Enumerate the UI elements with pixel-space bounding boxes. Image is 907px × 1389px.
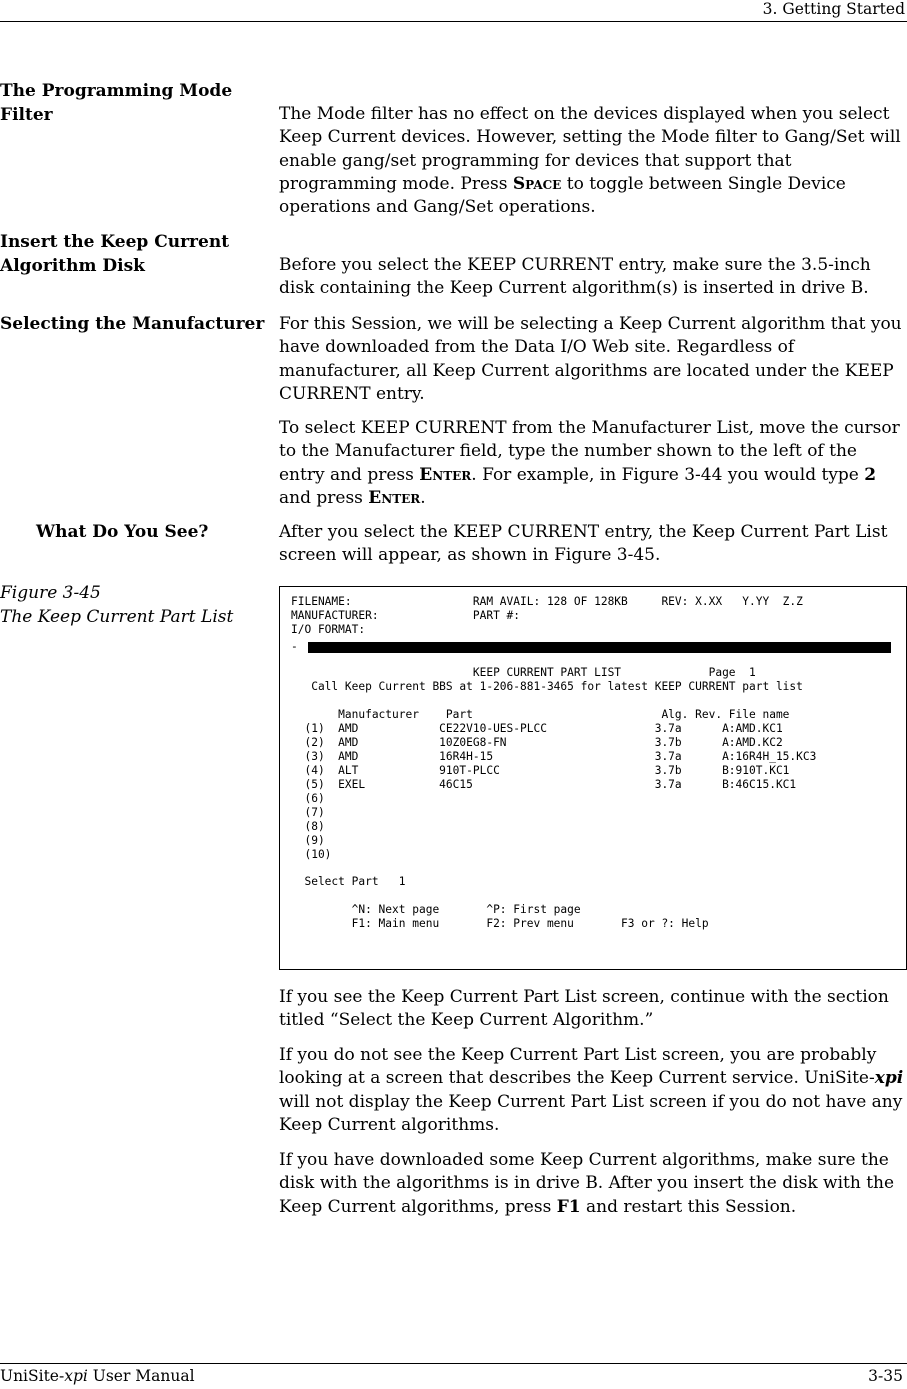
heading-line: Insert the Keep Current xyxy=(0,232,230,252)
paragraph-after-1 xyxy=(279,986,904,1033)
screen-columns-header: Manufacturer Part Alg. Rev. File name xyxy=(291,708,790,721)
heading-line: The Programming Mode xyxy=(0,81,233,101)
heading-select-manufacturer: Selecting the Manufacturer xyxy=(0,314,265,334)
product-suffix: xpi xyxy=(874,1068,904,1089)
footer-rule xyxy=(0,1363,907,1364)
paragraph-select-manufacturer-2 xyxy=(279,417,904,510)
screen-filename-line: FILENAME: RAM AVAIL: 128 OF 128KB REV: X.XX Y.YY Z.Z xyxy=(291,595,803,608)
number-2: 2 xyxy=(864,464,877,485)
figure-title: The Keep Current Part List xyxy=(0,606,234,627)
figure-label: Figure 3-45 xyxy=(0,583,101,603)
screen-row: (10) xyxy=(291,848,332,861)
footer-italic: xpi xyxy=(64,1367,88,1385)
heading-mode-filter xyxy=(0,80,270,127)
text: Before you select the KEEP CURRENT entry, make sure the 3.5-inch disk containing the Keep Current algorithm(s) is inserted in drive B. xyxy=(279,255,871,299)
paragraph-what-do-you-see xyxy=(279,521,904,568)
text: If you have downloaded some Keep Current algorithms, make sure the disk with the algorithms is in drive B. After you insert the disk with the Keep Current algorithms, press xyxy=(279,1150,895,1217)
screen-dash: - xyxy=(291,640,298,653)
page-number: 3-35 xyxy=(868,1367,903,1385)
screen-row: (5) EXEL 46C15 3.7a B:46C15.KC1 xyxy=(291,778,797,791)
text: The Mode filter has no effect on the devices displayed when you select Keep Current devices. However, setting the Mode filter to Gang/Set will enable gang/set programming for devices that support that programming mode. Press xyxy=(279,104,901,194)
heading-what-do-you-see: What Do You See? xyxy=(36,522,209,542)
text: If you do not see the Keep Current Part List screen, you are probably looking at a screen that describes the Keep Current service. UniSite- xyxy=(279,1045,877,1089)
heading-line: Algorithm Disk xyxy=(0,255,145,276)
screen-manufacturer-line: MANUFACTURER: PART #: xyxy=(291,609,521,622)
footer-title xyxy=(0,1367,195,1385)
text: . For example, in Figure 3-44 you would type xyxy=(471,464,865,485)
screen-keys-line-2: F1: Main menu F2: Prev menu F3 or ?: Help xyxy=(291,917,709,930)
screen-io-format-line: I/O FORMAT: xyxy=(291,623,366,636)
screen-row: (9) xyxy=(291,834,325,847)
screen-highlight-bar xyxy=(308,642,891,653)
screen-row: (8) xyxy=(291,820,325,833)
text: To select KEEP CURRENT from the Manufacturer List, move the cursor to the Manufacturer field, type the number shown to the left of the entry and press xyxy=(279,418,900,485)
text: For this Session, we will be selecting a Keep Current algorithm that you have downloaded from the Data I/O Web site. Regardless of manufacturer, all Keep Current algorithms are located under the KEEP CURRENT entry. xyxy=(279,314,902,404)
screen-row: (2) AMD 10Z0EG8-FN 3.7b A:AMD.KC2 xyxy=(291,736,783,749)
running-head: 3. Getting Started xyxy=(762,0,905,18)
text: and restart this Session. xyxy=(580,1196,797,1217)
footer-prefix: UniSite- xyxy=(0,1367,65,1385)
screen-title-line: KEEP CURRENT PART LIST Page 1 xyxy=(291,666,756,679)
screen-keys-line-1: ^N: Next page ^P: First page xyxy=(291,903,581,916)
figure-caption xyxy=(0,582,270,629)
text: will not display the Keep Current Part List screen if you do not have any Keep Current algorithms. xyxy=(279,1091,903,1135)
screen-row: (7) xyxy=(291,806,325,819)
key-enter: Enter xyxy=(368,487,421,508)
text: . xyxy=(420,487,426,508)
text: After you select the KEEP CURRENT entry, the Keep Current Part List screen will appear, as shown in Figure 3-45. xyxy=(279,522,888,566)
screen-select-part-line: Select Part 1 xyxy=(291,875,406,888)
paragraph-insert-disk xyxy=(279,254,904,301)
keep-current-part-list-screen xyxy=(279,586,907,970)
screen-row: (1) AMD CE22V10-UES-PLCC 3.7a A:AMD.KC1 xyxy=(291,722,783,735)
paragraph-mode-filter xyxy=(279,103,904,219)
text: and press xyxy=(279,487,369,508)
key-enter: Enter xyxy=(419,464,472,485)
paragraph-after-2 xyxy=(279,1044,904,1137)
screen-row: (4) ALT 910T-PLCC 3.7b B:910T.KC1 xyxy=(291,764,790,777)
footer-suffix: User Manual xyxy=(87,1367,195,1385)
screen-row: (3) AMD 16R4H-15 3.7a A:16R4H_15.KC3 xyxy=(291,750,817,763)
header-rule xyxy=(0,21,907,22)
heading-insert-disk xyxy=(0,231,270,278)
text: If you see the Keep Current Part List screen, continue with the section titled “Select the Keep Current Algorithm.” xyxy=(279,987,889,1031)
screen-row: (6) xyxy=(291,792,325,805)
key-f1: F1 xyxy=(556,1196,581,1217)
paragraph-select-manufacturer-1 xyxy=(279,313,904,406)
key-space: Space xyxy=(512,173,562,194)
heading-line: Filter xyxy=(0,104,53,125)
screen-bbs-line: Call Keep Current BBS at 1-206-881-3465 for latest KEEP CURRENT part list xyxy=(291,680,803,693)
text: to toggle between Single Device operations and Gang/Set operations. xyxy=(279,173,846,218)
paragraph-after-3 xyxy=(279,1149,904,1219)
